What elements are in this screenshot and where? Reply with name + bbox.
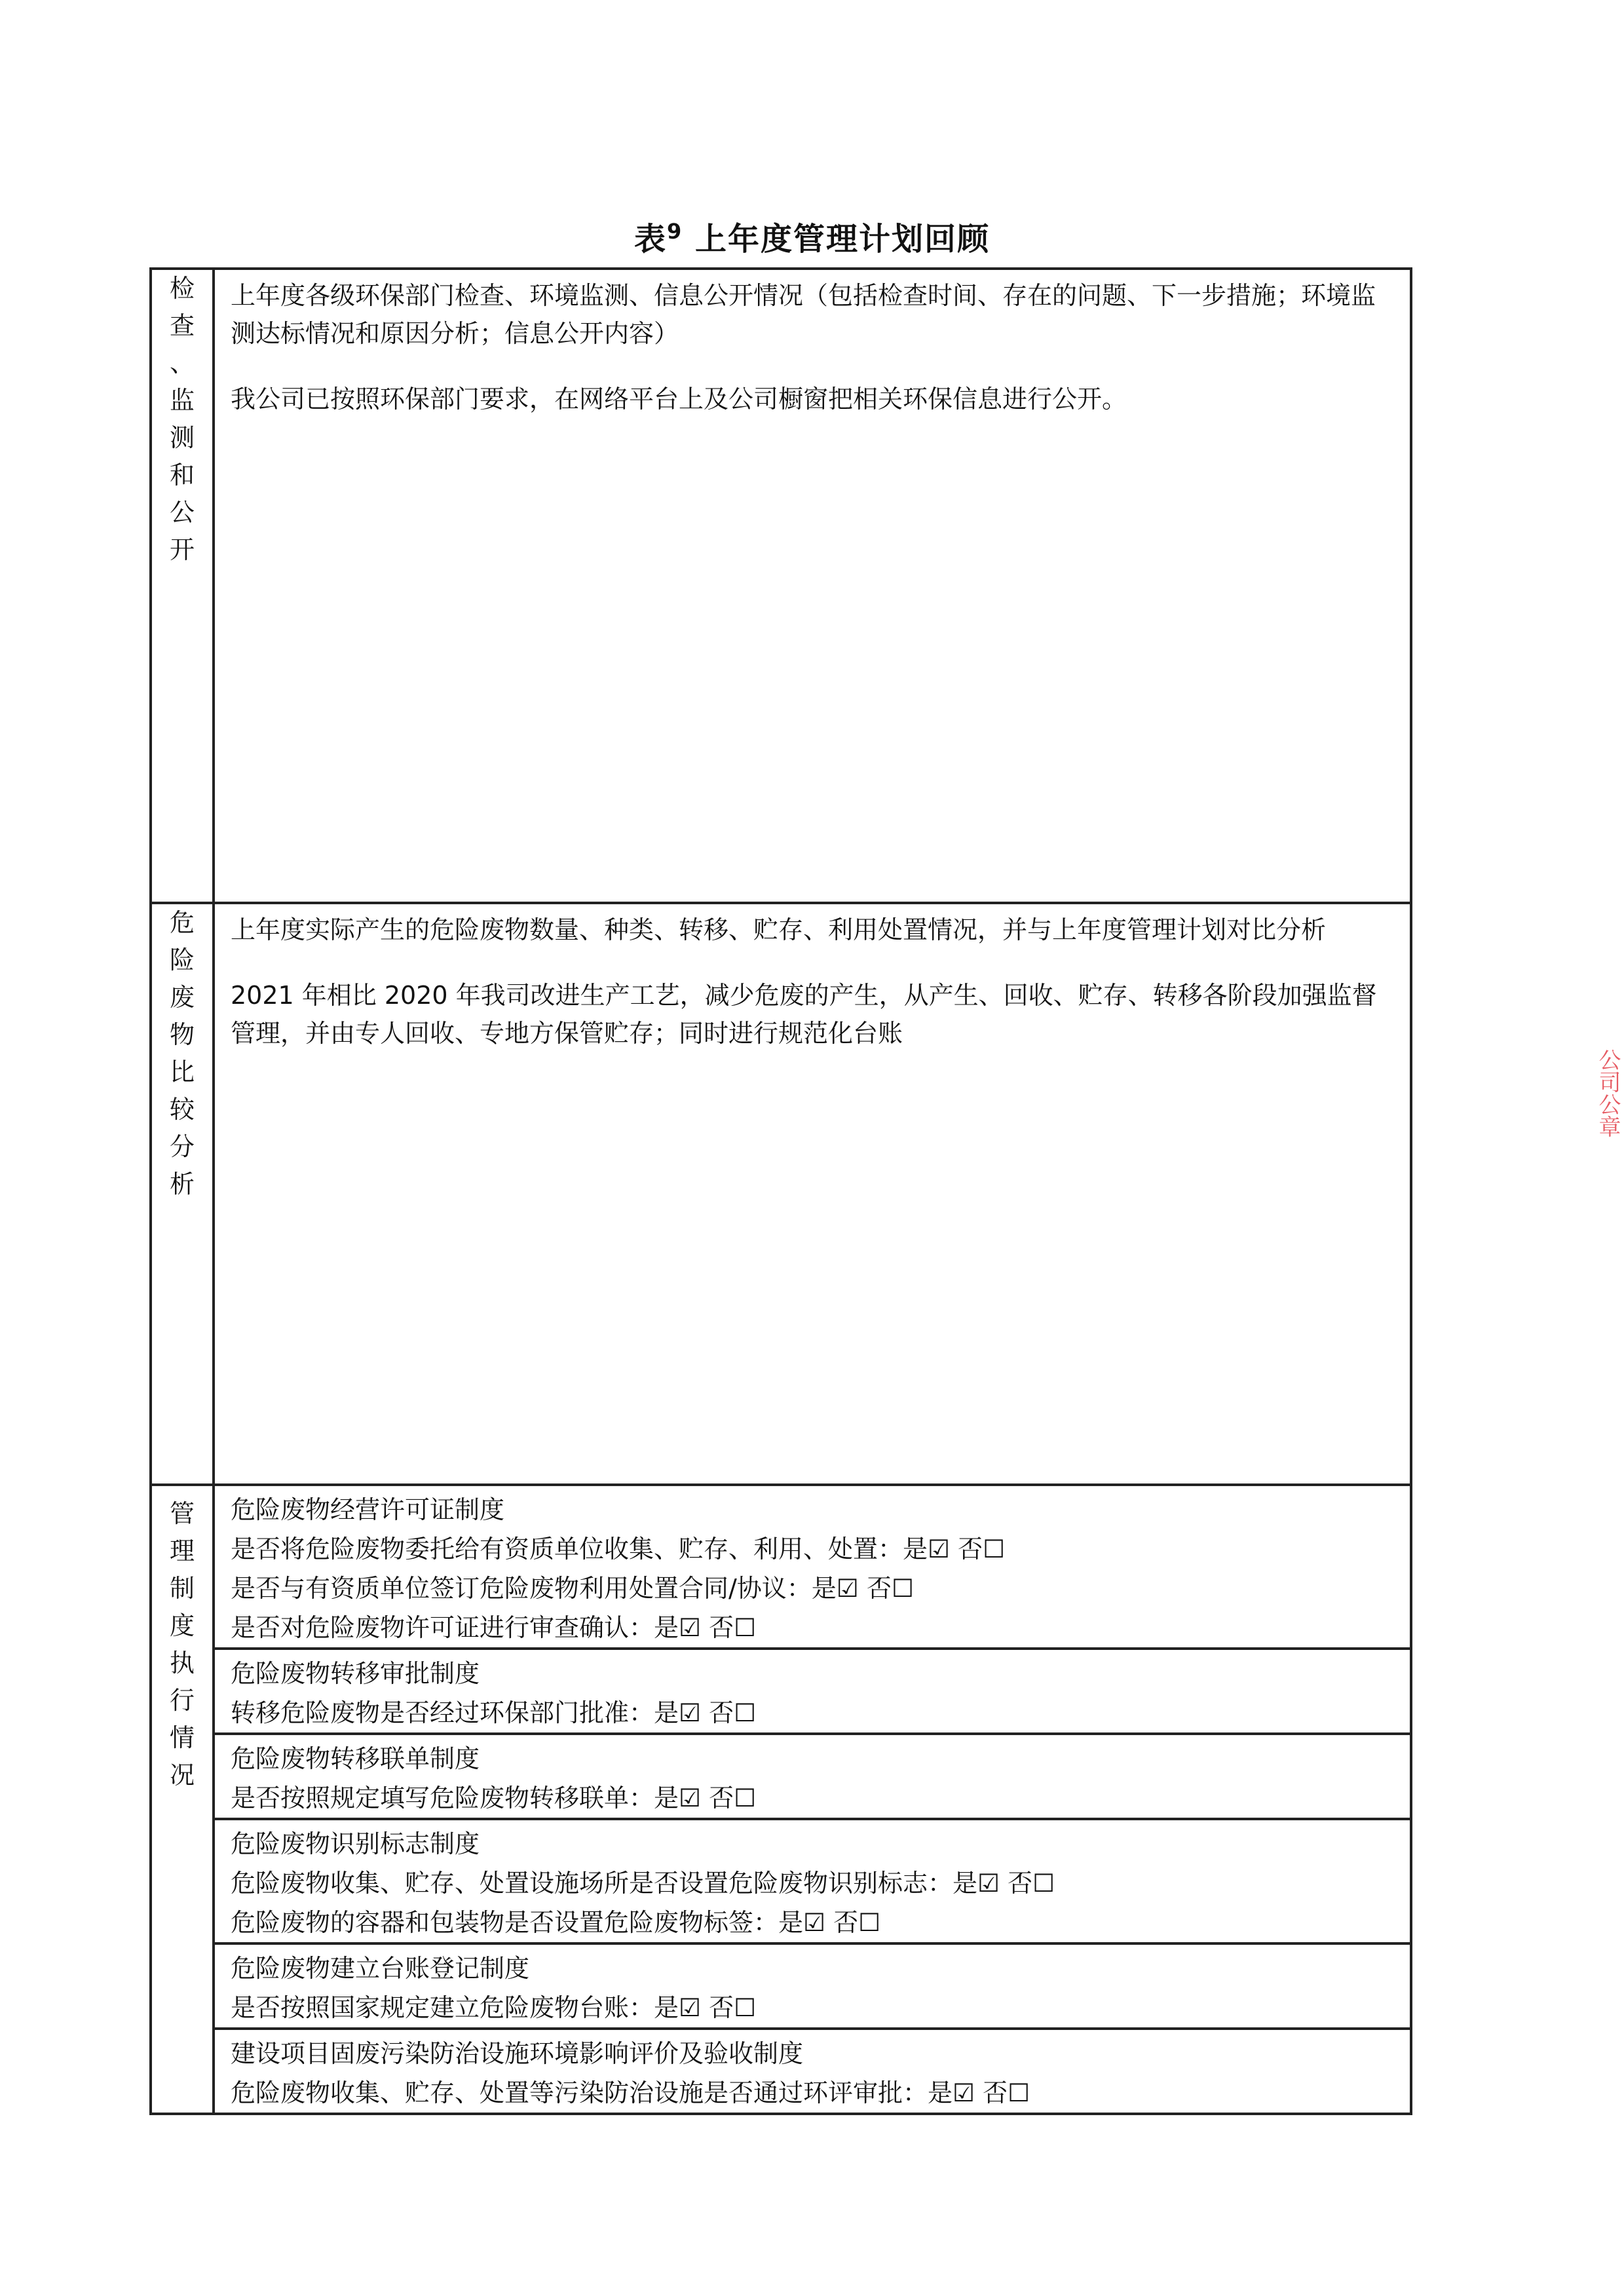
block-transfer-approval: 危险废物转移审批制度 转移危险废物是否经过环保部门批准：是☑ 否☐ xyxy=(215,1650,1410,1735)
section2-content xyxy=(214,903,1411,1485)
block-eia: 建设项目固废污染防治设施环境影响评价及验收制度 危险废物收集、贮存、处置等污染防治设施是否通过环评审批：是☑ 否☐ xyxy=(231,2039,1030,2107)
title-prefix: 表 xyxy=(633,221,667,258)
section1-content xyxy=(214,269,1411,903)
section2-label: 危 险 废 物 比 较 分 析 xyxy=(151,903,214,1485)
section3-label: 管 理 制 度 执 行 情 况 xyxy=(151,1485,214,2114)
title-number: 9 xyxy=(667,219,683,244)
section1-heading: 上年度各级环保部门检查、环境监测、信息公开情况（包括检查时间、存在的问题、下一步措施；环境监测达标情况和原因分析；信息公开内容） xyxy=(231,281,1376,348)
block-ledger: 危险废物建立台账登记制度 是否按照国家规定建立危险废物台账：是☑ 否☐ xyxy=(215,1945,1410,2030)
title-text: 上年度管理计划回顾 xyxy=(694,221,990,258)
table-title xyxy=(0,214,1624,259)
section2-heading: 上年度实际产生的危险废物数量、种类、转移、贮存、利用处置情况，并与上年度管理计划对比分析 xyxy=(231,915,1327,944)
section3-content xyxy=(214,1485,1411,2114)
block-transfer-manifest: 危险废物转移联单制度 是否按照规定填写危险废物转移联单：是☑ 否☐ xyxy=(215,1735,1410,1820)
section1-label: 检 查 、 监 测 和 公 开 xyxy=(151,269,214,903)
block-identification: 危险废物识别标志制度 危险废物收集、贮存、处置设施场所是否设置危险废物识别标志：是☑ 否☐ 危险废物的容器和包装物是否设置危险废物标签：是☑ 否☐ xyxy=(215,1820,1410,1945)
seal-stamp: 公司公章 xyxy=(1595,1048,1621,1138)
block-license: 危险废物经营许可证制度 是否将危险废物委托给有资质单位收集、贮存、利用、处置：是☑ 否☐ 是否与有资质单位签订危险废物利用处置合同/协议：是☑ 否☐ 是否对危险废物许可证进行审查确认：是☑ 否☐ xyxy=(215,1486,1410,1650)
section2-body: 2021 年相比 2020 年我司改进生产工艺，减少危废的产生，从产生、回收、贮存、转移各阶段加强监督管理，并由专人回收、专地方保管贮存；同时进行规范化台账 xyxy=(231,981,1377,1048)
section1-body: 我公司已按照环保部门要求，在网络平台上及公司橱窗把相关环保信息进行公开。 xyxy=(231,385,1127,413)
review-table xyxy=(149,267,1412,2115)
